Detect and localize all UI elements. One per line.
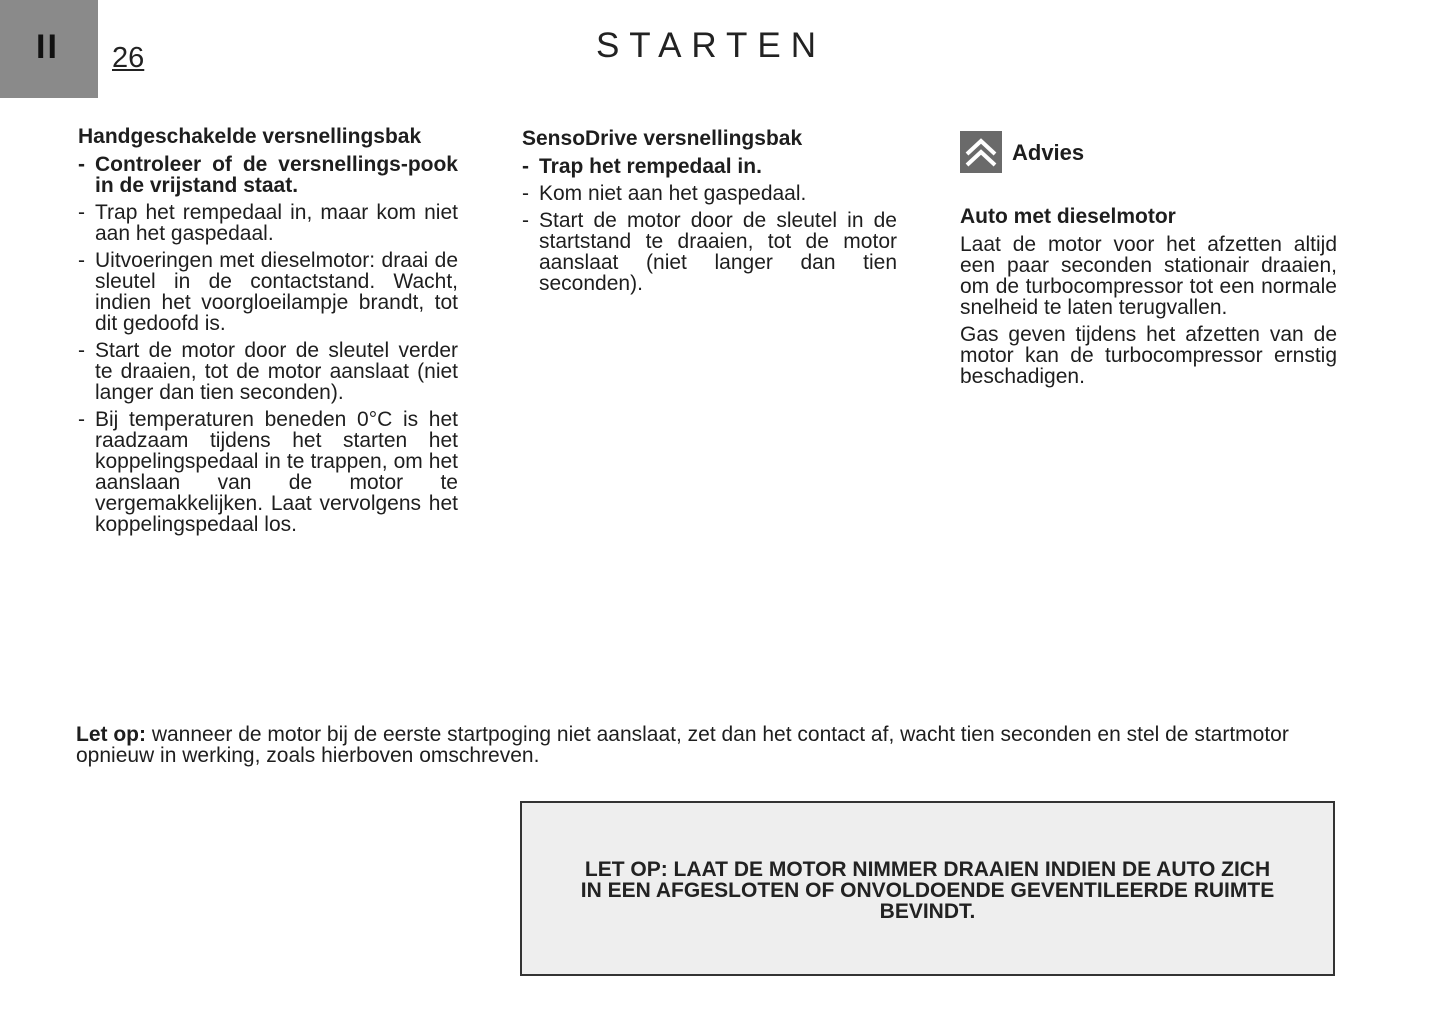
list-item: - Trap het rempedaal in, maar kom niet aan het gaspedaal. (78, 202, 458, 244)
page-number: 26 (112, 42, 145, 74)
column-advice (960, 131, 1337, 393)
section-heading-manual-gearbox: Handgeschakelde versnellingsbak (78, 125, 422, 148)
section-heading-diesel: Auto met dieselmotor (960, 205, 1176, 228)
double-chevron-logo-icon (960, 131, 1002, 173)
list-item: - Start de motor door de sleutel in de startstand te draaien, tot de motor aanslaat (niet langer dan tien seconden). (522, 210, 897, 294)
column-sensodrive-gearbox (522, 128, 897, 300)
note (76, 724, 1336, 766)
section-heading-sensodrive: SensoDrive versnellingsbak (522, 127, 803, 150)
column-manual-gearbox (78, 126, 458, 541)
list-item: - Uitvoeringen met dieselmotor: draai de sleutel in de contactstand. Wacht, indien het voorgloeilampje brandt, tot dit gedoofd is. (78, 250, 458, 334)
list-item: - Start de motor door de sleutel verder te draaien, tot de motor aanslaat (niet langer dan tien seconden). (78, 340, 458, 403)
advice-header (960, 131, 1337, 173)
manual-gearbox-steps (78, 154, 458, 535)
list-item: - Bij temperaturen beneden 0°C is het raadzaam tijdens het starten het koppelingspedaal in te trappen, om het aanslaan van de motor te vergemakkelijken. Laat vervolgens het koppelingspedaal los. (78, 409, 458, 535)
chapter-tab: II (0, 0, 98, 98)
list-item: - Kom niet aan het gaspedaal. (522, 183, 897, 204)
sensodrive-steps (522, 156, 897, 294)
page-title: STARTEN (595, 26, 827, 65)
warning-text: LET OP: LAAT DE MOTOR NIMMER DRAAIEN INDIEN DE AUTO ZICH IN EEN AFGESLOTEN OF ONVOLDOENDE GEVENTILEERDE RUIMTE BEVINDT. (580, 858, 1275, 923)
note-label: Let op: (76, 723, 146, 746)
list-item: - Controleer of de versnellings-pook in de vrijstand staat. (78, 154, 458, 196)
advice-paragraph: Laat de motor voor het afzetten altijd een paar seconden stationair draaien, om de turbocompressor tot een normale snelheid te laten terugvallen. (960, 233, 1337, 319)
advice-paragraph: Gas geven tijdens het afzetten van de motor kan de turbocompressor ernstig beschadigen. (960, 323, 1337, 388)
note-text: wanneer de motor bij de eerste startpoging niet aanslaat, zet dan het contact af, wacht tien seconden en stel de startmotor opnieuw in werking, zoals hierboven omschreven. (76, 723, 1289, 767)
advice-label: Advies (1012, 139, 1085, 165)
list-item: - Trap het rempedaal in. (522, 156, 897, 177)
warning-box (520, 801, 1335, 976)
